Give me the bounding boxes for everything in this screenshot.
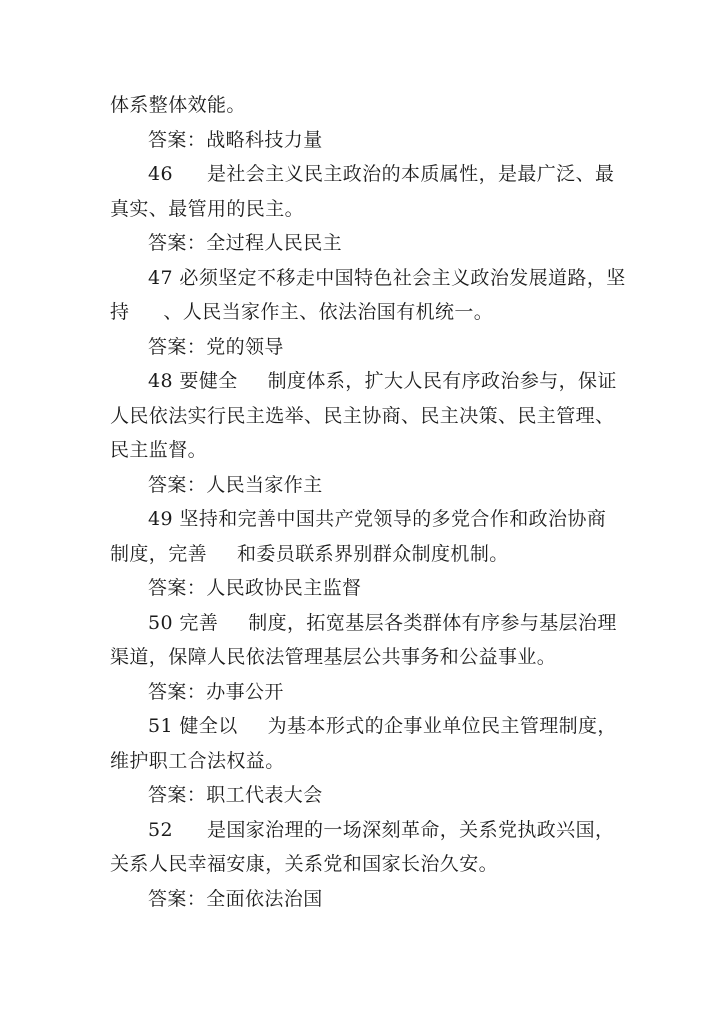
text-after-blank: 制度体系，扩大人民有序政治参与，保证	[267, 370, 617, 392]
answer-line: 答案：人民当家作主	[148, 473, 323, 496]
answer-line: 答案：党的领导	[148, 335, 284, 358]
text-before-blank: 制度，完善	[110, 542, 208, 565]
text-line: 维护职工合法权益。	[110, 749, 285, 772]
question-line-50	[110, 606, 630, 641]
text-after-blank: 为基本形式的企事业单位民主管理制度，	[267, 715, 617, 737]
text-before-blank: 48 要健全	[148, 370, 238, 392]
text-line: 真实、最管用的民主。	[110, 197, 305, 220]
text-after-blank: 和委员联系界别群众制度机制。	[237, 542, 509, 565]
answer-line: 答案：全过程人民民主	[148, 232, 343, 254]
text-line	[110, 295, 630, 330]
question-number: 46	[148, 163, 173, 185]
question-line-51	[110, 709, 630, 744]
text-before-blank: 51 健全以	[148, 715, 238, 737]
text-line: 体系整体效能。	[110, 94, 246, 116]
question-number: 52	[148, 818, 173, 841]
text-line: 民主监督。	[110, 439, 208, 461]
text-line	[110, 537, 630, 572]
text-line: 人民依法实行民主选举、民主协商、民主决策、民主管理、	[110, 404, 615, 427]
question-text: 是国家治理的一场深刻革命，关系党执政兴国，	[206, 818, 615, 841]
text-before-blank: 50 完善	[148, 611, 219, 634]
question-line-48	[110, 364, 630, 399]
answer-line: 答案：办事公开	[148, 680, 284, 703]
text-after-blank: 制度，拓宽基层各类群体有序参与基层治理	[248, 611, 617, 634]
text-after-blank: 、人民当家作主、依法治国有机统一。	[163, 301, 494, 323]
document-page	[110, 88, 630, 916]
question-line-46	[110, 157, 630, 192]
answer-line: 答案：战略科技力量	[148, 128, 323, 151]
question-line-47: 47 必须坚定不移走中国特色社会主义政治发展道路，坚	[148, 266, 626, 289]
answer-line: 答案：职工代表大会	[148, 784, 323, 806]
text-before-blank: 持	[110, 301, 130, 323]
question-text: 是社会主义民主政治的本质属性，是最广泛、最	[206, 163, 615, 185]
answer-line: 答案：全面依法治国	[148, 887, 323, 910]
question-line-52	[110, 813, 630, 848]
text-line: 关系人民幸福安康，关系党和国家长治久安。	[110, 853, 499, 875]
answer-line: 答案：人民政协民主监督	[148, 577, 362, 599]
question-line-49: 49 坚持和完善中国共产党领导的多党合作和政治协商	[148, 508, 607, 530]
text-line: 渠道，保障人民依法管理基层公共事务和公益事业。	[110, 646, 557, 668]
